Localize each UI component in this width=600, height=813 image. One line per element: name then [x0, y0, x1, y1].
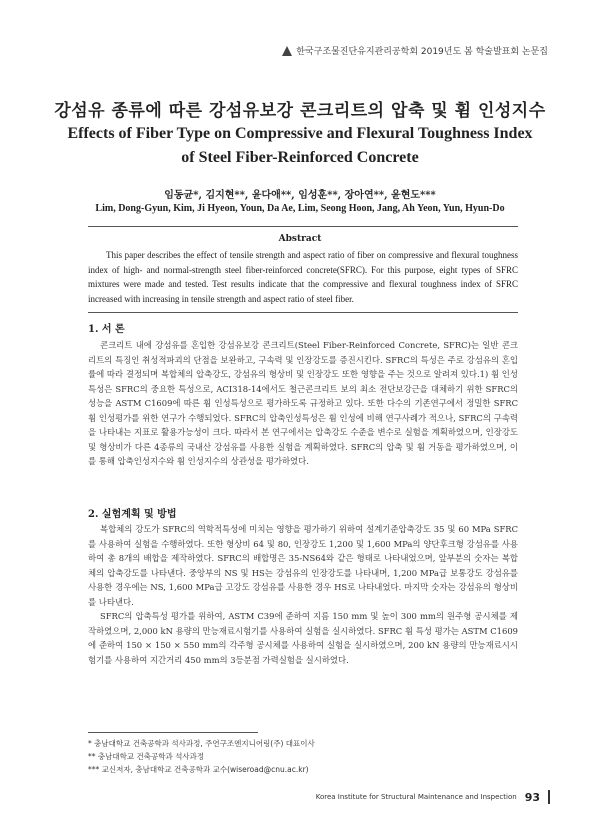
section1-body	[88, 338, 518, 469]
title-english-line2: of Steel Fiber-Reinforced Concrete	[181, 149, 419, 166]
abstract-bottom-rule	[88, 312, 518, 313]
triangle-logo-icon	[282, 46, 292, 56]
footnote-3: *** 교신저자, 충남대학교 건축공학과 교수(wiseroad@cnu.ac.kr)	[88, 765, 309, 774]
authors-english: Lim, Dong-Gyun, Kim, Ji Hyeon, Youn, Da Ae, Lim, Seong Hoon, Jang, Ah Yeon, Yun, Hyun-Do	[95, 203, 505, 214]
page-footer	[316, 790, 550, 804]
page-number: 93	[524, 790, 540, 804]
section1-paragraph: 콘크리트 내에 강섬유를 혼입한 강섬유보강 콘크리트(Steel Fiber-Reinforced Concrete, SFRC)는 일반 콘크리트의 특징인 취성적파괴의 단점을 보완하고, 구속력 및 인장강도를 증진시킨다. SFRC의 특성은 주로 강섬유의 혼입률에 따라 결정되며 복합체의 압축강도, 강섬유의 형상비 및 인장강도 또한 영향을 주는 것으로 알려져 있다.1) 휨 인성특성은 SFRC의 중요한 특성으로, ACI318-14에서도 철근콘크리트 보의 최소 전단보강근을 대체하기 위한 SFRC의 성능을 ASTM C1609에 따른 휨 인성특성으로 평가하도록 규정하고 있다. 또한 다수의 기존연구에서 정밀한 SFRC 휨 인성평가를 위한 연구가 수행되었다. SFRC의 압축인성특성은 휨 인성에 비해 연구사례가 적으나, SFRC의 구속력을 나타내는 지표로 활용가능성이 크다. 따라서 본 연구에서는 압축강도 수준을 변수로 실험을 계획하였으며, 인장강도 및 형상비가 다른 4종류의 국내산 강섬유를 사용한 실험을 계획하였다. SFRC의 압축 및 휨 거동을 평가하였으며, 이를 통해 압축인성지수와 휨 인성지수의 상관성을 평가하였다.	[88, 340, 518, 466]
running-header	[282, 44, 548, 57]
title-korean: 강섬유 종류에 따른 강섬유보강 콘크리트의 압축 및 휨 인성지수	[54, 101, 546, 121]
title-english	[40, 122, 560, 170]
footer-bar	[548, 790, 550, 804]
section2-body	[88, 522, 518, 667]
footnote-1: * 충남대학교 건축공학과 석사과정, 주연구조엔지니어링(주) 대표이사	[88, 739, 315, 748]
footnote-rule	[88, 732, 258, 733]
abstract-body: This paper describes the effect of tensile strength and aspect ratio of fiber on compressive and flexural toughness index of high- and normal-strength steel fiber-reinforced concrete(SFRC). For this purpose, eight types of SFRC mixtures were made and tested. Test results indicate that the compressive and flexural toughness index of SFRC increased with increasing in tensile strength and aspect ratio of steel fiber.	[88, 250, 518, 304]
footnote-2: ** 충남대학교 건축공학과 석사과정	[88, 752, 205, 761]
footer-organization: Korea Institute for Structural Maintenance and Inspection	[315, 793, 517, 801]
title-english-line1: Effects of Fiber Type on Compressive and Flexural Toughness Index	[67, 125, 533, 142]
section2-heading: 2. 실험계획 및 방법	[88, 509, 177, 520]
section2-paragraph1: 복합체의 강도가 SFRC의 역학적특성에 미치는 영향을 평가하기 위하여 설계기준압축강도 35 및 60 MPa SFRC를 사용하여 실험을 수행하였다. 또한 형상비 64 및 80, 인장강도 1,200 및 1,600 MPa의 양단후크형 강섬유를 사용하여 총 8개의 배합을 제작하였다. SFRC의 배합명은 35-NS64와 같은 형태로 나타내었으며, 앞부분의 숫자는 복합체의 압축강도를 나타낸다. 중앙부의 NS 및 HS는 강섬유의 인장강도를 나타내며, 1,200 MPa급 보통강도 강섬유를 사용한 경우에는 NS, 1,600 MPa급 고강도 강섬유를 사용한 경우 HS로 나타내었다. 마지막 숫자는 강섬유의 형상비를 나타낸다.	[88, 524, 518, 607]
authors-korean: 임동균*, 김지현**, 윤다애**, 임성훈**, 장아연**, 윤현도***	[164, 190, 436, 201]
section1-heading: 1. 서 론	[88, 324, 125, 335]
conference-name: 한국구조물진단유지관리공학회 2019년도 봄 학술발표회 논문집	[296, 47, 548, 57]
abstract-top-rule	[88, 226, 518, 227]
abstract-heading: Abstract	[278, 234, 322, 244]
section2-paragraph2: SFRC의 압축특성 평가를 위하여, ASTM C39에 준하여 지름 150 mm 및 높이 300 mm의 원주형 공시체를 제작하였으며, 2,000 kN 용량의 만능재료시험기를 사용하여 실험을 실시하였다. SFRC 휨 특성 평가는 ASTM C1609에 준하여 150 × 150 × 550 mm의 각주형 공시체를 사용하여 실험을 실시하였으며, 200 kN 용량의 만능재료시시험기를 사용하여 지간거리 450 mm의 3등분점 가력실험을 실시하였다.	[88, 611, 518, 665]
